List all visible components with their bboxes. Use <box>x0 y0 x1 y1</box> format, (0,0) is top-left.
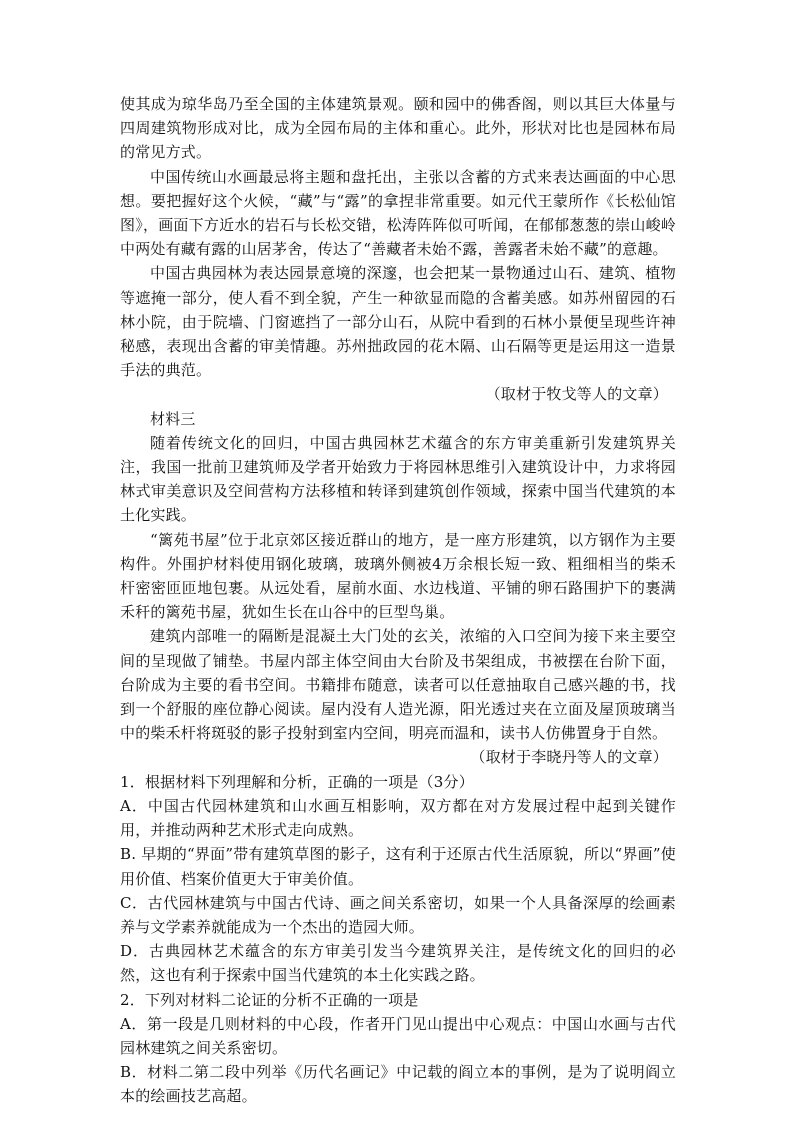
material3-paragraph-1: 随着传统文化的回归，中国古典园林艺术蕴含的东方审美重新引发建筑界关注，我国一批前卫建筑师及学者开始致力于将园林思维引入建筑设计中，力求将园林式审美意识及空间营构方法移植和转译到建筑创作领域，探索中国当代建筑的本土化实践。 <box>120 433 676 525</box>
question-1-option-b: B. 早期的“界面”带有建筑草图的影子，这有利于还原古代生活原貌，所以“界画”使用价值、档案价值更大于审美价值。 <box>120 845 676 888</box>
material2-paragraph-2: 中国传统山水画最忌将主题和盘托出，主张以含蓄的方式来表达画面的中心思想。要把握好这个火候，“藏”与“露”的拿捏非常重要。如元代王蒙所作《长松仙馆图》，画面下方近水的岩石与长松交错，松涛阵阵似可听闻，在郁郁葱葱的崇山峻岭中两处有藏有露的山居茅舍，传达了“善藏者未始不露，善露者未始不藏”的意趣。 <box>120 167 676 259</box>
question-1-option-d: D．古典园林艺术蕴含的东方审美引发当今建筑界关注，是传统文化的回归的必然，这也有利于探索中国当代建筑的本土化实践之路。 <box>120 942 676 985</box>
question-2-option-a: A．第一段是几则材料的中心段，作者开门见山提出中心观点：中国山水画与古代园林建筑之间关系密切。 <box>120 1014 676 1057</box>
question-1-stem: 1．根据材料下列理解和分析，正确的一项是（3分） <box>120 772 474 791</box>
document-page <box>120 92 676 1109</box>
question-1-option-c: C．古代园林建筑与中国古代诗、画之间关系密切，如果一个人具备深厚的绘画素养与文学素养就能成为一个杰出的造园大师。 <box>120 893 676 936</box>
material2-paragraph-3: 中国古典园林为表达园景意境的深邃，也会把某一景物通过山石、建筑、植物等遮掩一部分，使人看不到全貌，产生一种欲显而隐的含蓄美感。如苏州留园的石林小院，由于院墙、门窗遮挡了一部分山石，从院中看到的石林小景便呈现些许神秘感，表现出含蓄的审美情趣。苏州拙政园的花木隔、山石隔等更是运用这一造景手法的典范。 <box>120 264 676 380</box>
material3-paragraph-3: 建筑内部唯一的隔断是混凝土大门处的玄关，浓缩的入口空间为接下来主要空间的呈现做了铺垫。书屋内部主体空间由大台阶及书架组成，书被摆在台阶下面，台阶成为主要的看书空间。书籍排布随意，读者可以任意抽取自己感兴趣的书，找到一个舒服的座位静心阅读。屋内没有人造光源，阳光透过夹在立面及屋顶玻璃当中的柴禾杆将斑驳的影子投射到室内空间，明亮而温和，读书人仿佛置身于自然。 <box>120 627 676 743</box>
question-2-stem: 2．下列对材料二论证的分析不正确的一项是 <box>120 990 419 1009</box>
material3-source: （取材于李晓丹等人的文章） <box>470 748 668 767</box>
question-2-option-b: B．材料二第二段中列举《历代名画记》中记载的阎立本的事例，是为了说明阎立本的绘画技艺高超。 <box>120 1063 676 1106</box>
material3-paragraph-2: “篱苑书屋”位于北京郊区接近群山的地方，是一座方形建筑，以方钢作为主要构件。外围护材料使用钢化玻璃，玻璃外侧被4万余根长短一致、粗细相当的柴禾杆密密匝匝地包裹。从远处看，屋前水面、水边栈道、平铺的卵石路围护下的裹满禾秆的篱苑书屋，犹如生长在山谷中的巨型鸟巢。 <box>120 530 676 622</box>
question-1-option-a: A．中国古代园林建筑和山水画互相影响，双方都在对方发展过程中起到关键作用，并推动两种艺术形式走向成熟。 <box>120 796 676 840</box>
material2-source: （取材于牧戈等人的文章） <box>485 385 668 404</box>
material3-heading: 材料三 <box>150 409 196 428</box>
material2-paragraph-1-tail: 使其成为琼华岛乃至全国的主体建筑景观。颐和园中的佛香阁，则以其巨大体量与四周建筑物形成对比，成为全园布局的主体和重心。此外，形状对比也是园林布局的常见方式。 <box>120 95 676 162</box>
